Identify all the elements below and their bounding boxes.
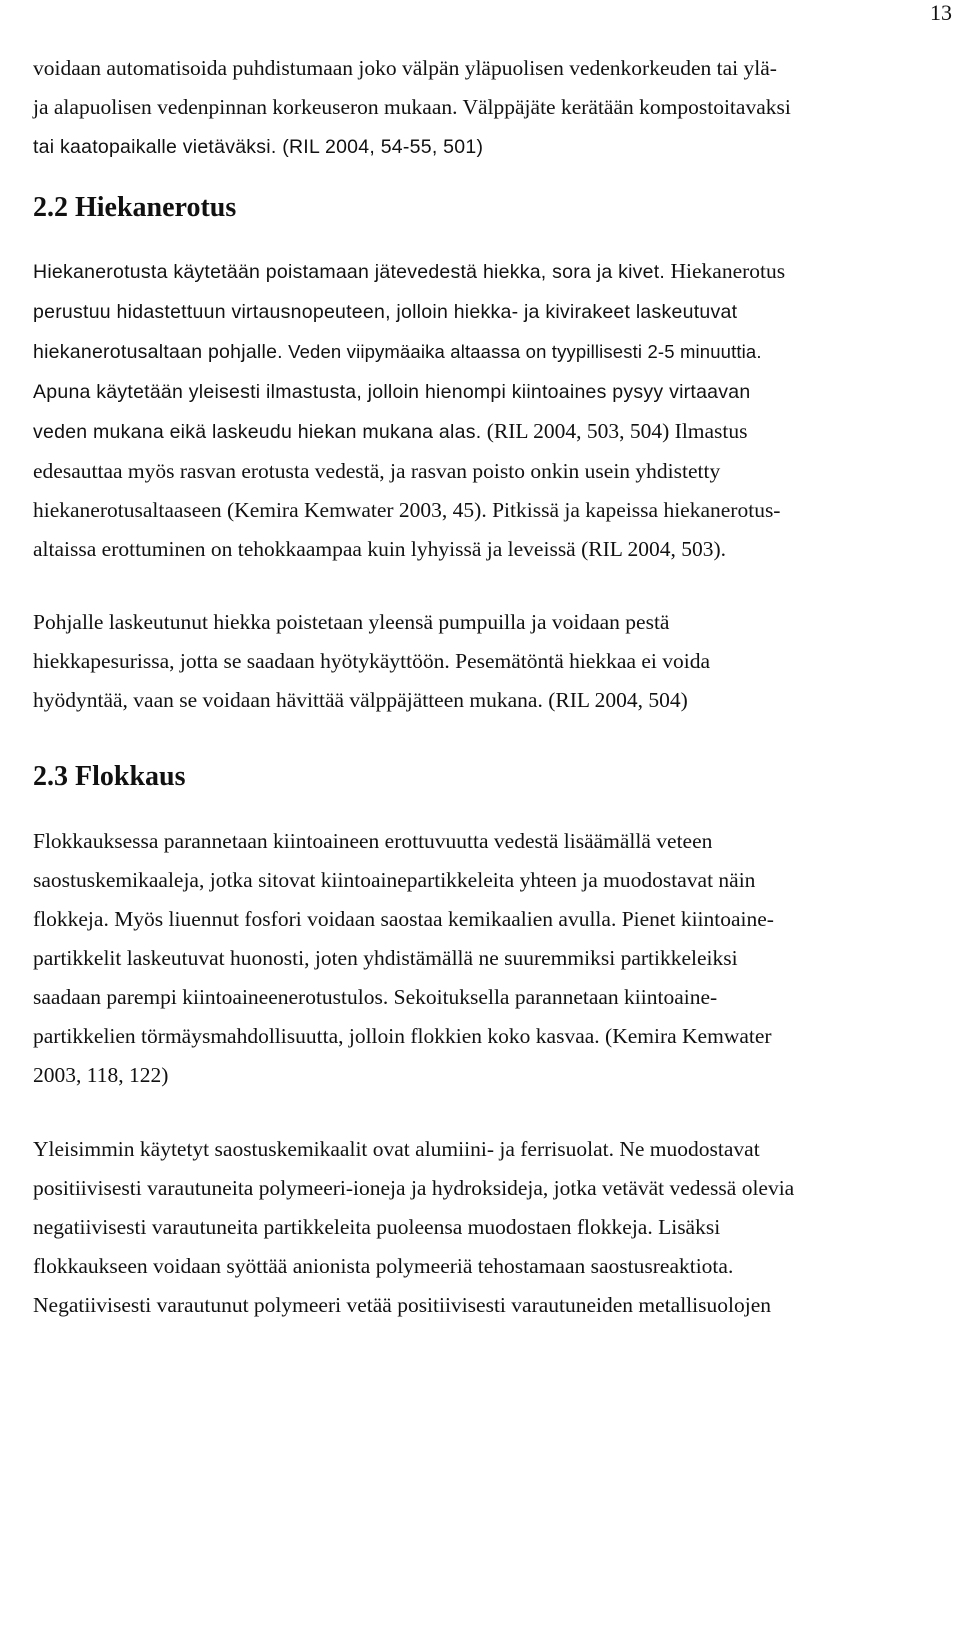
- text-line: positiivisesti varautuneita polymeeri-ioneja ja hydroksideja, jotka vetävät vedessä olevia: [33, 1176, 795, 1200]
- text-line: Negatiivisesti varautunut polymeeri vetää positiivisesti varautuneiden metallisuolojen: [33, 1293, 771, 1317]
- text-line: hyödyntää, vaan se voidaan hävittää välppäjätteen mukana. (RIL 2004, 504): [33, 688, 688, 712]
- text-line: negatiivisesti varautuneita partikkeleita puoleensa muodostaen flokkeja. Lisäksi: [33, 1215, 721, 1239]
- document-body: [33, 49, 923, 1325]
- text-line: 2003, 118, 122): [33, 1063, 169, 1087]
- text-line: Flokkauksessa parannetaan kiintoaineen erottuvuutta vedestä lisäämällä veteen: [33, 829, 713, 853]
- text-line: flokkaukseen voidaan syöttää anionista polymeeriä tehostamaan saostusreaktiota.: [33, 1254, 734, 1278]
- text-line: Hiekanerotusta käytetään poistamaan jätevedestä hiekka, sora ja kivet.: [33, 261, 666, 283]
- text-line: voidaan automatisoida puhdistumaan joko välpän yläpuolisen vedenkorkeuden tai ylä-: [33, 56, 777, 80]
- paragraph-hiekanerotus-intro: [33, 252, 923, 569]
- text-line: altaissa erottuminen on tehokkaampaa kuin lyhyissä ja leveissä (RIL 2004, 503).: [33, 537, 727, 561]
- text-line: Yleisimmin käytetyt saostuskemikaalit ovat alumiini- ja ferrisuolat. Ne muodostavat: [33, 1137, 760, 1161]
- text-line: Pohjalle laskeutunut hiekka poistetaan yleensä pumpuilla ja voidaan pestä: [33, 610, 670, 634]
- text-line: hiekkapesurissa, jotta se saadaan hyötykäyttöön. Pesemätöntä hiekkaa ei voida: [33, 649, 711, 673]
- text-line: flokkeja. Myös liuennut fosfori voidaan saostaa kemikaalien avulla. Pienet kiintoaine-: [33, 907, 774, 931]
- text-line: partikkelit laskeutuvat huonosti, joten yhdistämällä ne suuremmiksi partikkeleiksi: [33, 946, 738, 970]
- text-line-fragment: (RIL 2004, 503, 504) Ilmastus: [481, 419, 748, 443]
- section-heading-flokkaus: 2.3 Flokkaus: [33, 761, 186, 792]
- text-line: Apuna käytetään yleisesti ilmastusta, jolloin hienompi kiintoaines pysyy virtaavan: [33, 381, 751, 403]
- text-line-fragment: Hiekanerotus: [665, 259, 786, 283]
- text-line: veden mukana eikä laskeudu hiekan mukana alas.: [33, 421, 482, 443]
- section-heading-hiekanerotus: 2.2 Hiekanerotus: [33, 192, 237, 223]
- text-line: hiekanerotusaltaan pohjalle.: [33, 341, 283, 363]
- text-line: ja alapuolisen vedenpinnan korkeuseron mukaan. Välppäjäte kerätään kompostoitavaksi: [33, 95, 791, 119]
- page-number: 13: [930, 0, 952, 25]
- text-line: hiekanerotusaltaaseen (Kemira Kemwater 2003, 45). Pitkissä ja kapeissa hiekanerotus-: [33, 498, 781, 522]
- text-line: tai kaatopaikalle vietäväksi. (RIL 2004, 54-55, 501): [33, 136, 484, 158]
- paragraph-flokkaus-intro: [33, 822, 923, 1095]
- text-line: saostuskemikaaleja, jotka sitovat kiintoainepartikkeleita yhteen ja muodostavat näin: [33, 868, 756, 892]
- text-line: edesauttaa myös rasvan erotusta vedestä, ja rasvan poisto onkin usein yhdistetty: [33, 459, 721, 483]
- text-line: saadaan parempi kiintoaineenerotustulos. Sekoituksella parannetaan kiintoaine-: [33, 985, 718, 1009]
- text-line: partikkelien törmäysmahdollisuutta, jolloin flokkien koko kasvaa. (Kemira Kemwater: [33, 1024, 772, 1048]
- paragraph-saostuskemikaalit: [33, 1130, 923, 1325]
- text-line: perustuu hidastettuun virtausnopeuteen, jolloin hiekka- ja kivirakeet laskeutuvat: [33, 301, 738, 323]
- paragraph-screens-end: [33, 49, 923, 167]
- paragraph-hiekan-poisto: [33, 603, 923, 720]
- text-line-fragment: Veden viipymäaika altaassa on tyypillisesti 2-5 minuuttia.: [282, 341, 762, 362]
